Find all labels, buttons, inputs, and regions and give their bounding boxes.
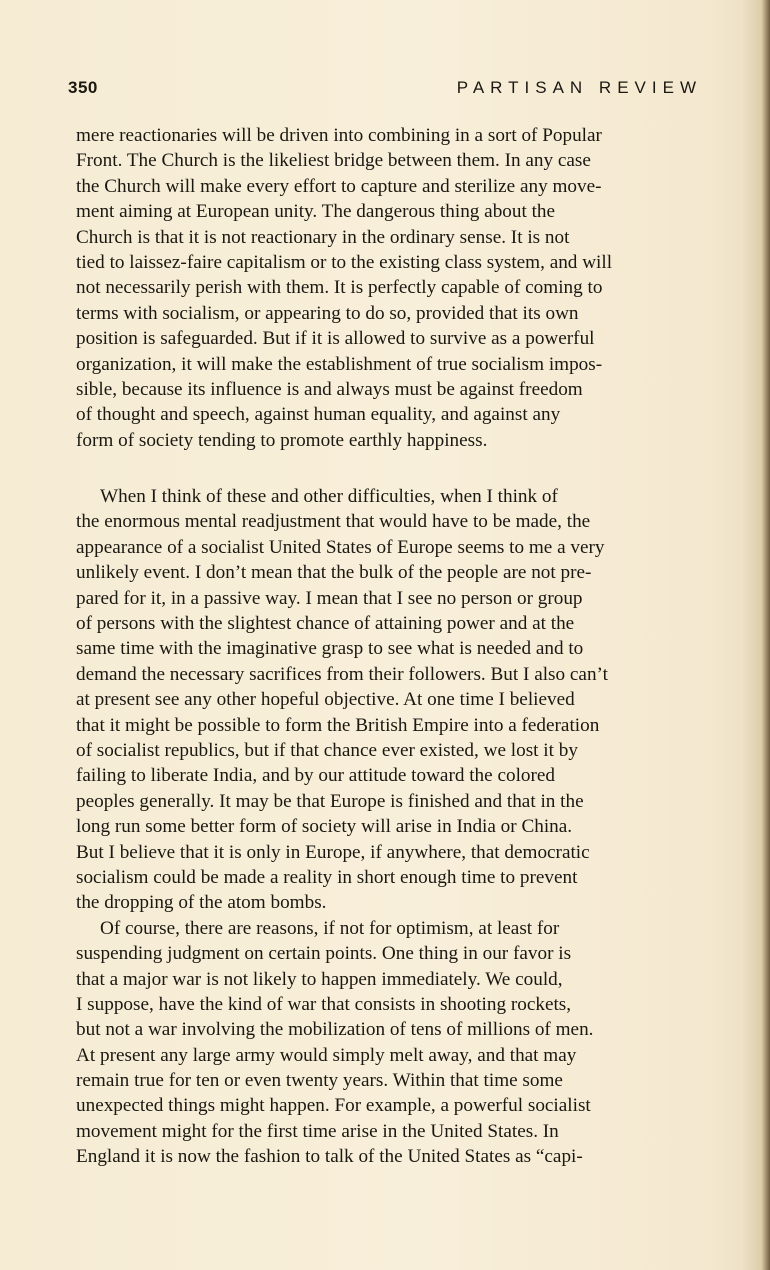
text-line: the enormous mental readjustment that would have to be made, the	[76, 511, 591, 533]
text-line: mere reactionaries will be driven into combining in a sort of Popular	[76, 125, 602, 146]
text-line: the dropping of the atom bombs.	[76, 892, 327, 914]
text-line: unlikely event. I don’t mean that the bulk of the people are not pre-	[76, 562, 592, 584]
text-line: failing to liberate India, and by our attitude toward the colored	[76, 765, 555, 787]
text-line: appearance of a socialist United States of Europe seems to me a very	[76, 536, 605, 558]
text-line: I suppose, have the kind of war that consists in shooting rockets,	[76, 993, 572, 1015]
text-line: sible, because its influence is and always must be against freedom	[76, 378, 583, 400]
body-text	[76, 123, 704, 1170]
text-line: form of society tending to promote earthly happiness.	[76, 429, 488, 451]
text-line: At present any large army would simply melt away, and that may	[76, 1044, 577, 1066]
text-line: of thought and speech, against human equality, and against any	[76, 404, 561, 426]
running-title: PARTISAN REVIEW	[456, 78, 702, 97]
text-line: of socialist republics, but if that chance ever existed, we lost it by	[76, 739, 578, 761]
text-line: of persons with the slightest chance of attaining power and at the	[76, 613, 575, 635]
text-line: the Church will make every effort to capture and sterilize any move-	[76, 175, 602, 197]
text-line: long run some better form of society will arise in India or China.	[76, 816, 573, 838]
text-line: but not a war involving the mobilization of tens of millions of men.	[76, 1019, 594, 1041]
page-number: 350	[68, 78, 98, 97]
text-line: that it might be possible to form the British Empire into a federation	[76, 714, 600, 736]
paragraph-2	[76, 484, 704, 916]
text-line: ment aiming at European unity. The dangerous thing about the	[76, 201, 556, 223]
text-line: Front. The Church is the likeliest bridge between them. In any case	[76, 150, 591, 172]
text-line: pared for it, in a passive way. I mean that I see no person or group	[76, 587, 583, 609]
text-line: Of course, there are reasons, if not for optimism, at least for	[100, 917, 560, 939]
text-line: that a major war is not likely to happen immediately. We could,	[76, 968, 563, 990]
text-line: peoples generally. It may be that Europe is finished and that in the	[76, 790, 584, 812]
section-break	[76, 453, 704, 484]
text-line: position is safeguarded. But if it is allowed to survive as a powerful	[76, 328, 595, 350]
text-line: remain true for ten or even twenty years. Within that time some	[76, 1070, 563, 1092]
text-line: Church is that it is not reactionary in the ordinary sense. It is not	[76, 226, 570, 248]
text-line: tied to laissez-faire capitalism or to the existing class system, and will	[76, 251, 613, 273]
text-line: socialism could be made a reality in short enough time to prevent	[76, 866, 578, 888]
paragraph-1	[76, 123, 704, 453]
text-line: organization, it will make the establishment of true socialism impos-	[76, 353, 603, 375]
text-line: same time with the imaginative grasp to see what is needed and to	[76, 638, 584, 660]
text-line: not necessarily perish with them. It is perfectly capable of coming to	[76, 277, 603, 299]
text-line: suspending judgment on certain points. One thing in our favor is	[76, 943, 572, 965]
text-line: movement might for the first time arise in the United States. In	[76, 1120, 559, 1142]
paragraph-3	[76, 916, 704, 1170]
text-line: demand the necessary sacrifices from their followers. But I also can’t	[76, 663, 608, 685]
text-line: at present see any other hopeful objective. At one time I believed	[76, 689, 575, 711]
text-line: unexpected things might happen. For example, a powerful socialist	[76, 1095, 591, 1117]
text-line: England it is now the fashion to talk of the United States as “capi-	[76, 1146, 583, 1168]
text-line: terms with socialism, or appearing to do so, provided that its own	[76, 302, 579, 324]
page-header	[68, 78, 702, 106]
text-line: But I believe that it is only in Europe, if anywhere, that democratic	[76, 841, 590, 863]
text-line: When I think of these and other difficulties, when I think of	[100, 486, 558, 508]
binding-shadow	[742, 0, 770, 1270]
